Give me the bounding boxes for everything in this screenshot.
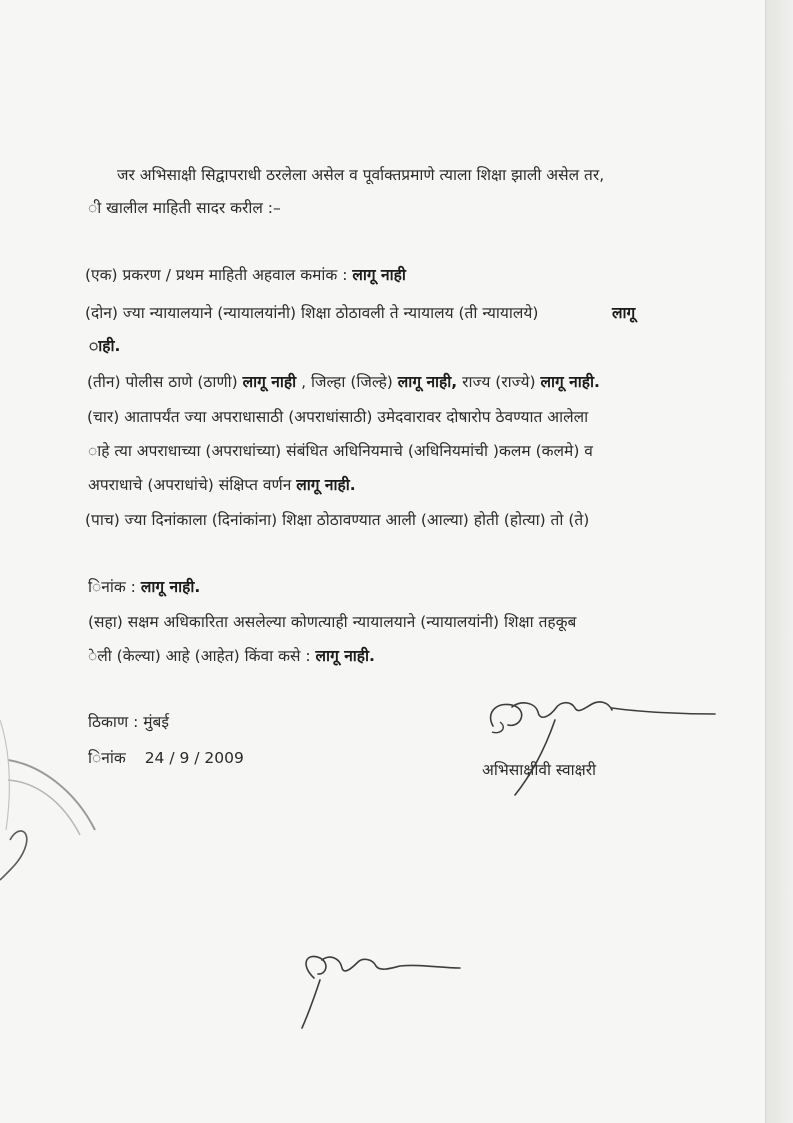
item-teen-value-1: लागू नाही [242,373,297,391]
item-don-label: (दोन) ज्या न्यायालयाने (न्यायालयांनी) शिक्षा ठोठावली ते न्यायालय (ती न्यायालये) [85,304,539,322]
item-dinank-value: लागू नाही. [140,578,201,596]
item-teen-text-2: , जिल्हा (जिल्हे) [301,373,393,391]
intro-line-2: ी खालील माहिती सादर करील :– [88,199,281,217]
footer-date-value: 24 / 9 / 2009 [144,749,244,767]
item-char-text: अपराधाचे (अपराधांचे) संक्षिप्त वर्णन [88,476,292,494]
item-teen-text-1: (तीन) पोलीस ठाणे (ठाणी) [87,373,238,391]
intro-line-1: जर अभिसाक्षी सिद्वापराधी ठरलेला असेल व पूर्वाक्तप्रमाणे त्याला शिक्षा झाली असेल तर, [117,166,605,184]
item-ek-label: (एक) प्रकरण / प्रथम माहिती अहवाल कमांक : [85,266,348,284]
item-ek-value: लागू नाही [352,266,406,284]
item-char-value: लागू नाही. [296,476,356,494]
footer-place: ठिकाण : मुंबई [88,713,169,731]
item-char-line-1: (चार) आतापर्यंत ज्या अपराधासाठी (अपराधांसाठी) उमेदवारावर दोषारोप ठेवण्यात आलेला [87,408,589,426]
item-don-value-1: लागू [612,304,636,322]
item-don-value-2: ाही. [89,337,121,355]
item-teen-value-2: लागू नाही, [397,373,458,391]
item-dinank-label: िनांक : [88,578,136,596]
item-teen-text-3: राज्य (राज्ये) [462,373,536,391]
item-char-line-2: ाहे त्या अपराधाच्या (अपराधांच्या) संबंधित अधिनियमाचे (अधिनियमांची )कलम (कलमे) व [88,442,593,460]
item-saha-line-1: (सहा) सक्षम अधिकारिता असलेल्या कोणत्याही न्यायालयाने (न्यायालयांनी) शिक्षा तहकूब [88,613,577,631]
signatory-caption: अभिसाक्षीवी स्वाक्षरी [482,761,597,779]
item-saha-text: ेली (केल्या) आहे (आहेत) किंवा कसे : [88,647,311,665]
item-pach-line: (पाच) ज्या दिनांकाला (दिनांकांना) शिक्षा ठोठावण्यात आली (आल्या) होती (होत्या) तो (ते) [85,511,590,529]
item-saha-value: लागू नाही. [315,647,375,665]
footer-date-label: िनांक [88,749,126,767]
item-teen-value-3: लागू नाही. [540,373,600,391]
